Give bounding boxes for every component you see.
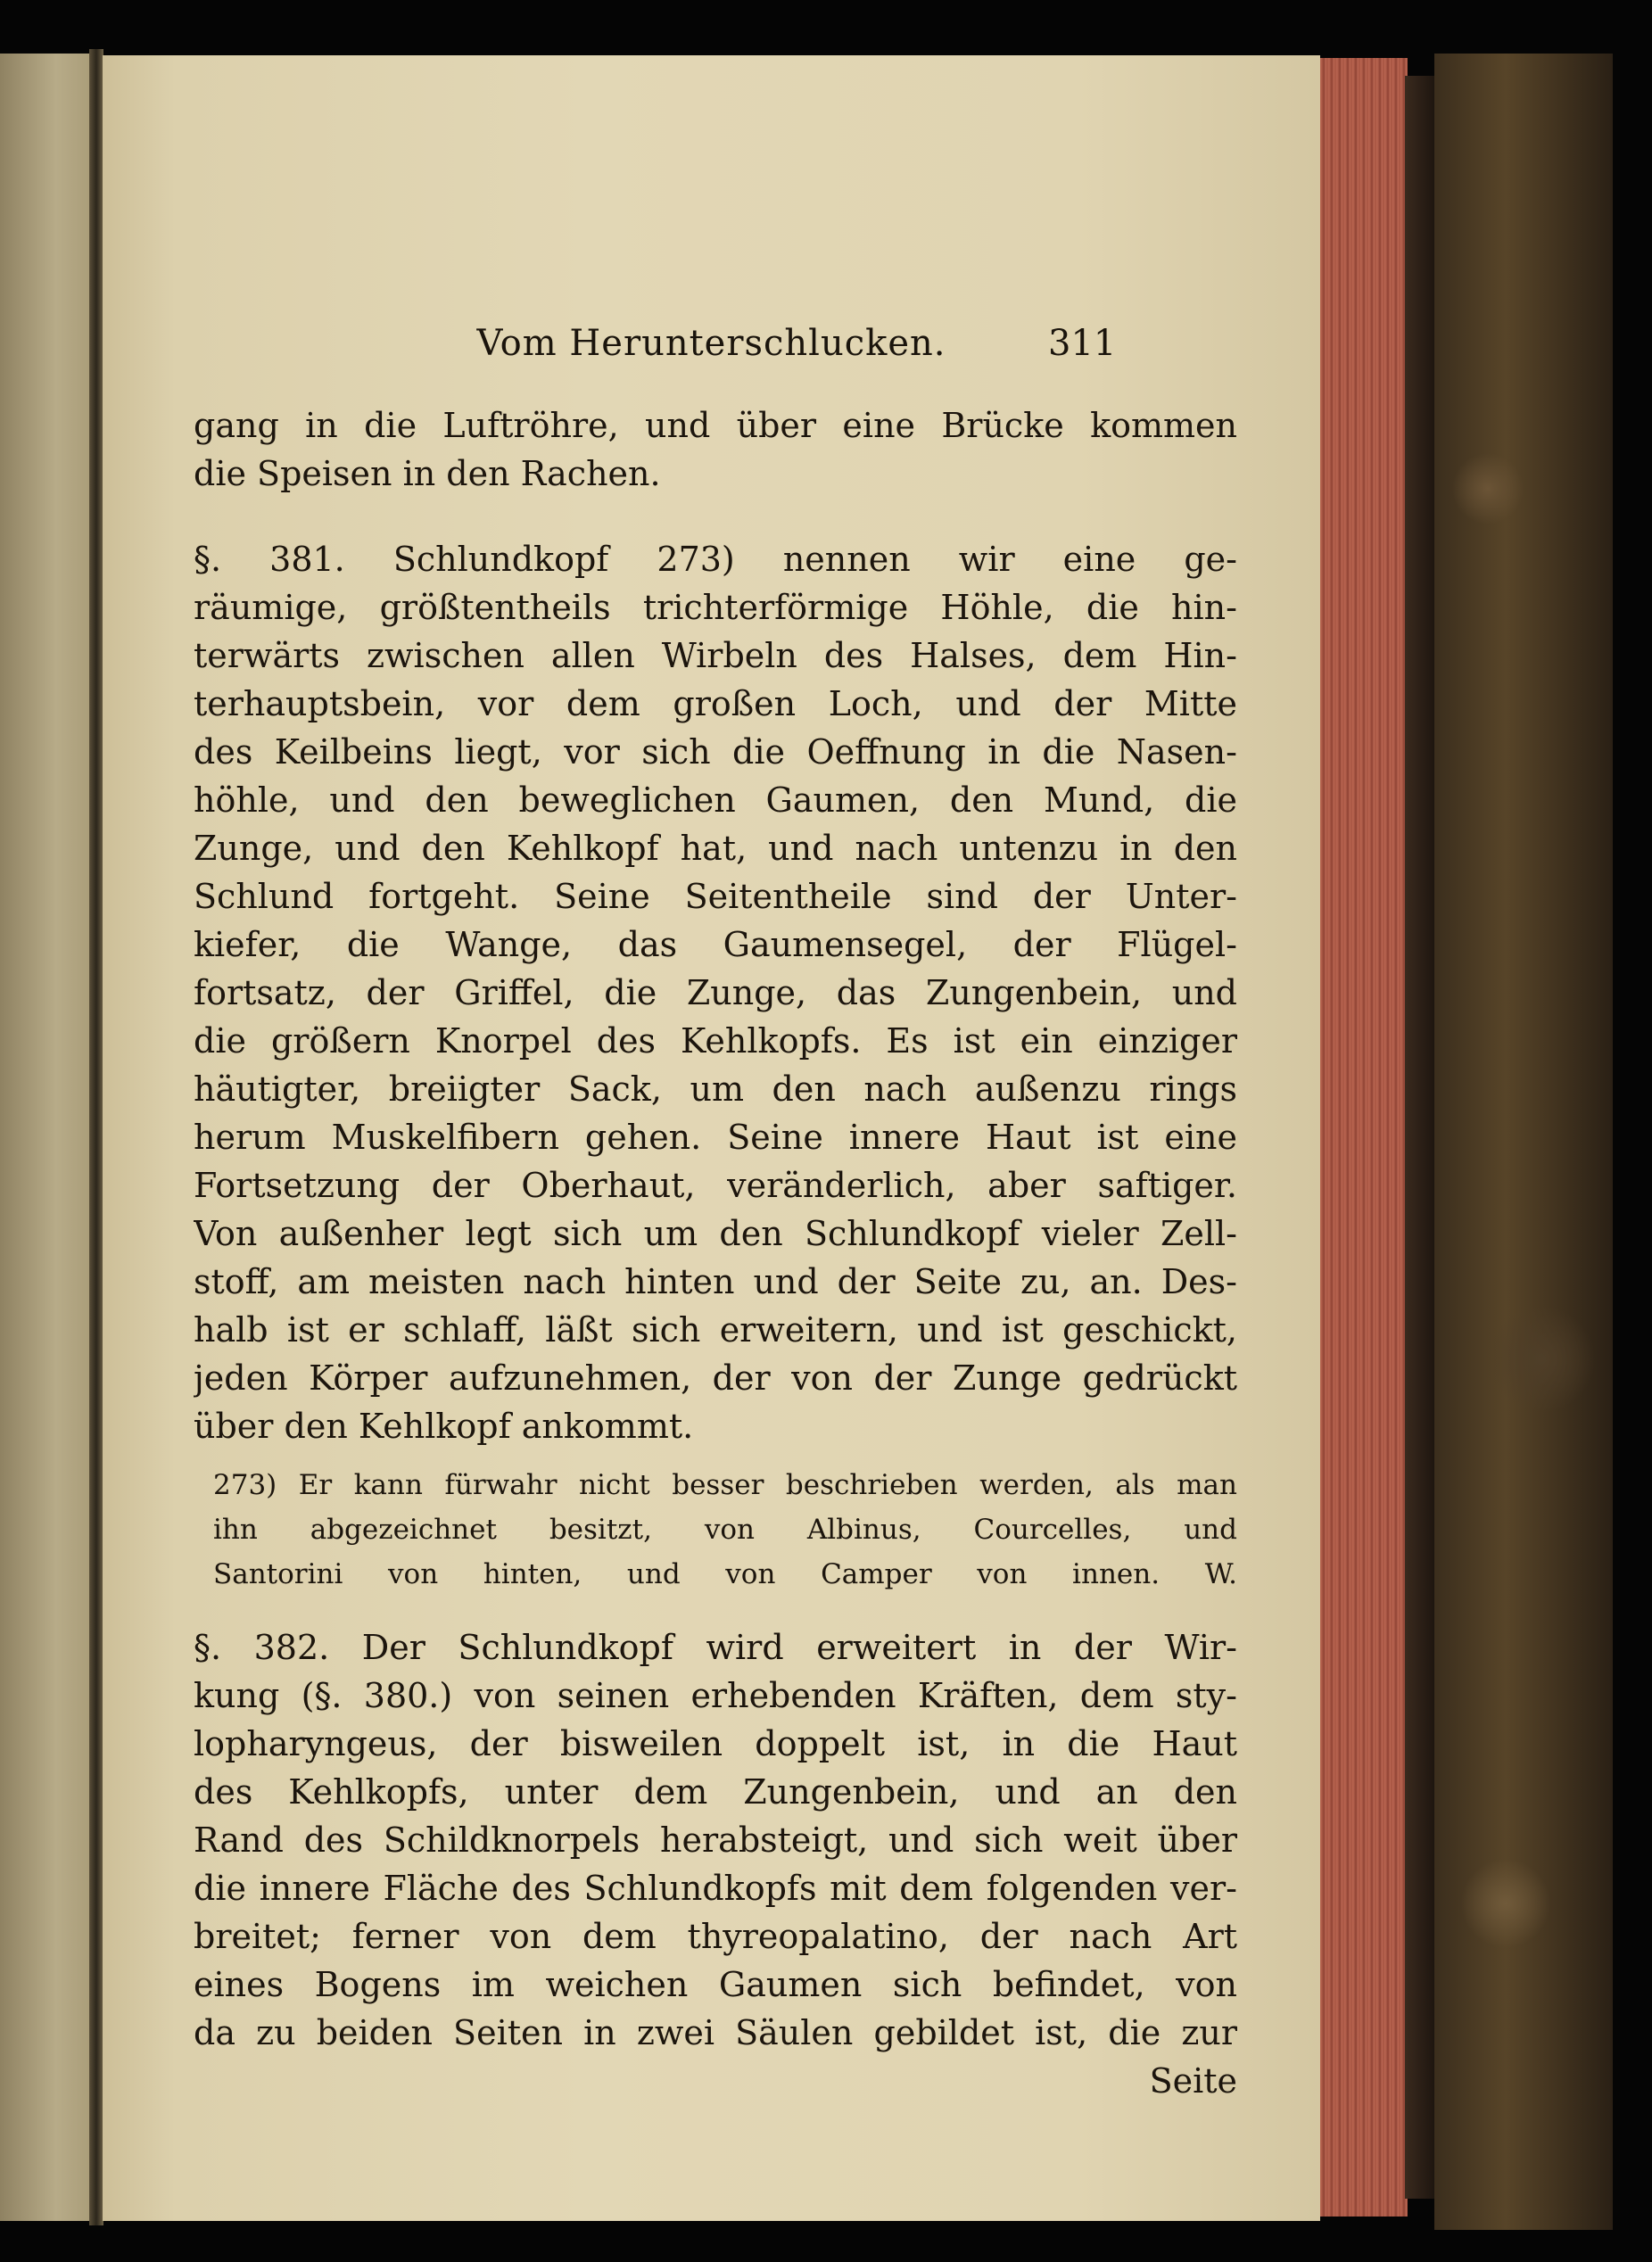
text-line: terhauptsbein, vor dem großen Loch, und der Mitte xyxy=(194,684,1237,723)
text-line: fortsatz, der Griffel, die Zunge, das Zungenbein, und xyxy=(194,973,1237,1012)
text-line: räumige, größtentheils trichterförmige Höhle, die hin- xyxy=(194,588,1237,627)
text-line: höhle, und den beweglichen Gaumen, den Mund, die xyxy=(194,780,1237,820)
text-line: des Keilbeins liegt, vor sich die Oeffnung in die Nasen- xyxy=(194,732,1237,772)
text-line: kiefer, die Wange, das Gaumensegel, der Flügel- xyxy=(194,925,1237,964)
text-line: Von außenher legt sich um den Schlundkopf vieler Zell- xyxy=(194,1214,1237,1253)
text-line: die größern Knorpel des Kehlkopfs. Es ist ein einziger xyxy=(194,1021,1237,1061)
section-382 xyxy=(194,1623,1237,2057)
footnote-line: 273) Er kann fürwahr nicht besser beschrieben werden, als man xyxy=(213,1469,1237,1501)
text-line: halb ist er schlaff, läßt sich erweitern, und ist geschickt, xyxy=(194,1310,1237,1350)
text-line: terwärts zwischen allen Wirbeln des Halses, dem Hin- xyxy=(194,636,1237,675)
book-gutter xyxy=(89,49,103,2225)
text-line: jeden Körper aufzunehmen, der von der Zunge gedrückt xyxy=(194,1358,1237,1398)
text-line: Rand des Schildknorpels herabsteigt, und sich weit über xyxy=(194,1820,1237,1860)
page-block-shadow xyxy=(1405,76,1435,2199)
footnote-273 xyxy=(213,1463,1237,1597)
text-line: §. 381. Schlundkopf 273) nennen wir eine ge- xyxy=(194,540,1237,579)
book-page xyxy=(103,55,1320,2221)
text-line: da zu beiden Seiten in zwei Säulen gebildet ist, die zur xyxy=(194,2013,1237,2052)
page-number: 311 xyxy=(1048,323,1117,364)
text-line: gang in die Luftröhre, und über eine Brücke kommen xyxy=(194,406,1237,445)
text-line: Fortsetzung der Oberhaut, veränderlich, aber saftiger. xyxy=(194,1166,1237,1205)
text-line: des Kehlkopfs, unter dem Zungenbein, und an den xyxy=(194,1772,1237,1812)
text-line: Zunge, und den Kehlkopf hat, und nach untenzu in den xyxy=(194,829,1237,868)
running-head-title: Vom Herunterschlucken. xyxy=(476,323,946,364)
text-line: die Speisen in den Rachen. xyxy=(194,454,661,493)
text-line: Schlund fortgeht. Seine Seitentheile sind der Unter- xyxy=(194,877,1237,916)
text-line: über den Kehlkopf ankommt. xyxy=(194,1407,694,1446)
text-line: breitet; ferner von dem thyreopalatino, der nach Art xyxy=(194,1917,1237,1956)
text-line: häutigter, breiigter Sack, um den nach außenzu rings xyxy=(194,1069,1237,1109)
text-line: die innere Fläche des Schlundkopfs mit dem folgenden ver- xyxy=(194,1869,1237,1908)
text-line: kung (§. 380.) von seinen erhebenden Kräften, dem sty- xyxy=(194,1676,1237,1715)
text-line: lopharyngeus, der bisweilen doppelt ist, in die Haut xyxy=(194,1724,1237,1763)
text-line: herum Muskelfibern gehen. Seine innere Haut ist eine xyxy=(194,1118,1237,1157)
page-block-edge xyxy=(1318,58,1408,2217)
text-line: stoff, am meisten nach hinten und der Seite zu, an. Des- xyxy=(194,1262,1237,1301)
text-line: eines Bogens im weichen Gaumen sich befindet, von xyxy=(194,1965,1237,2004)
body-text xyxy=(194,401,1237,2105)
footnote-line: ihn abgezeichnet besitzt, von Albinus, Courcelles, und xyxy=(213,1514,1237,1546)
section-381 xyxy=(194,535,1237,1450)
running-head xyxy=(103,323,1320,376)
book-cover xyxy=(1434,54,1613,2230)
footnote-line: Santorini von hinten, und von Camper von innen. W. xyxy=(213,1558,1237,1590)
left-page-edge xyxy=(0,54,94,2221)
text-line: §. 382. Der Schlundkopf wird erweitert in der Wir- xyxy=(194,1628,1237,1667)
catchword: Seite xyxy=(1149,2061,1237,2101)
